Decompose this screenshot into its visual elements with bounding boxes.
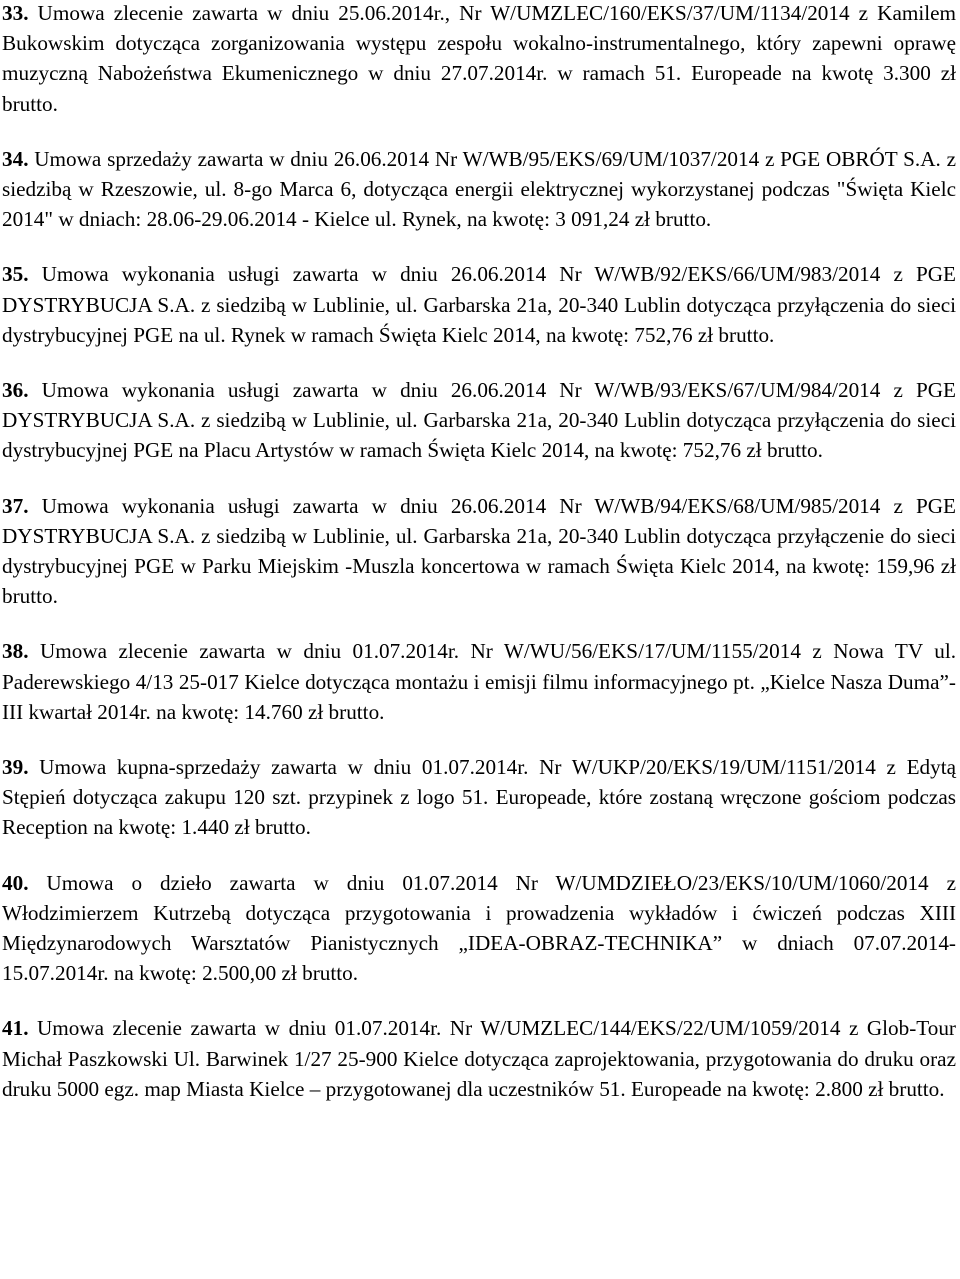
- contract-entry-34: [2, 144, 956, 235]
- entry-number: 37.: [2, 493, 29, 518]
- entry-text: Umowa sprzedaży zawarta w dniu 26.06.2014 Nr W/WB/95/EKS/69/UM/1037/2014 z PGE OBRÓT S.A. z siedzibą w Rzeszowie, ul. 8-go Marca 6, dotycząca energii elektrycznej wykorzystanej podczas "Święta Kielc 2014" w dniach: 28.06-29.06.2014 - Kielce ul. Rynek, na kwotę: 3 091,24 zł brutto.: [2, 146, 956, 232]
- entry-text: Umowa wykonania usługi zawarta w dniu 26.06.2014 Nr W/WB/94/EKS/68/UM/985/2014 z PGE DYSTRYBUCJA S.A. z siedzibą w Lublinie, ul. Garbarska 21a, 20-340 Lublin dotycząca przyłączenie do sieci dystrybucyjnej PGE w Parku Miejskim -Muszla koncertowa w ramach Święta Kielc 2014, na kwotę: 159,96 zł brutto.: [2, 493, 956, 609]
- entry-number: 35.: [2, 262, 29, 287]
- contract-entry-41: [2, 1013, 956, 1104]
- entry-number: 33.: [2, 1, 29, 25]
- entry-text: Umowa wykonania usługi zawarta w dniu 26.06.2014 Nr W/WB/92/EKS/66/UM/983/2014 z PGE DYSTRYBUCJA S.A. z siedzibą w Lublinie, ul. Garbarska 21a, 20-340 Lublin dotycząca przyłączenia do sieci dystrybucyjnej PGE na ul. Rynek w ramach Święta Kielc 2014, na kwotę: 752,76 zł brutto.: [2, 262, 956, 347]
- contract-entry-40: [2, 868, 956, 989]
- entry-number: 39.: [2, 755, 29, 780]
- contract-entry-35: [2, 259, 956, 350]
- entry-text: Umowa o dzieło zawarta w dniu 01.07.2014 Nr W/UMDZIEŁO/23/EKS/10/UM/1060/2014 z Włodzimierzem Kutrzebą dotycząca przygotowania i prowadzenia wykładów i ćwiczeń podczas XIII Międzynarodowych Warsztatów Pianistycznych „IDEA-OBRAZ-TECHNIKA” w dniach 07.07.2014- 15.07.2014r. na kwotę: 2.500,00 zł brutto.: [2, 870, 956, 986]
- entry-text: Umowa zlecenie zawarta w dniu 01.07.2014r. Nr W/UMZLEC/144/EKS/22/UM/1059/2014 z Glob-Tour Michał Paszkowski Ul. Barwinek 1/27 25-900 Kielce dotycząca zaprojektowania, przygotowania do druku oraz druku 5000 egz. map Miasta Kielce – przygotowanej dla uczestników 51. Europeade na kwotę: 2.800 zł brutto.: [2, 1016, 956, 1101]
- entry-number: 38.: [2, 639, 29, 664]
- entry-text: Umowa kupna-sprzedaży zawarta w dniu 01.07.2014r. Nr W/UKP/20/EKS/19/UM/1151/2014 z Edytą Stępień dotycząca zakupu 120 szt. przypinek z logo 51. Europeade, które zostaną wręczone gościom podczas Reception na kwotę: 1.440 zł brutto.: [2, 755, 956, 840]
- entry-text: Umowa zlecenie zawarta w dniu 01.07.2014r. Nr W/WU/56/EKS/17/UM/1155/2014 z Nowa TV ul. Paderewskiego 4/13 25-017 Kielce dotycząca montażu i emisji filmu informacyjnego pt. „Kielce Nasza Duma”- III kwartał 2014r. na kwotę: 14.760 zł brutto.: [2, 639, 956, 724]
- contract-entry-33: [2, 0, 956, 119]
- entry-number: 36.: [2, 378, 29, 403]
- contract-entry-36: [2, 375, 956, 466]
- entry-number: 41.: [2, 1016, 29, 1041]
- entry-number: 40.: [2, 870, 29, 895]
- entry-number: 34.: [2, 146, 29, 171]
- contract-entry-39: [2, 752, 956, 843]
- contract-entry-37: [2, 491, 956, 612]
- entry-text: Umowa zlecenie zawarta w dniu 25.06.2014r., Nr W/UMZLEC/160/EKS/37/UM/1134/2014 z Kamilem Bukowskim dotycząca zorganizowania występu zespołu wokalno-instrumentalnego, który zapewni oprawę muzyczną Nabożeństwa Ekumenicznego w dniu 27.07.2014r. w ramach 51. Europeade na kwotę 3.300 zł brutto.: [2, 1, 956, 116]
- entry-text: Umowa wykonania usługi zawarta w dniu 26.06.2014 Nr W/WB/93/EKS/67/UM/984/2014 z PGE DYSTRYBUCJA S.A. z siedzibą w Lublinie, ul. Garbarska 21a, 20-340 Lublin dotycząca przyłączenia do sieci dystrybucyjnej PGE na Placu Artystów w ramach Święta Kielc 2014, na kwotę: 752,76 zł brutto.: [2, 378, 956, 463]
- contract-entry-38: [2, 636, 956, 727]
